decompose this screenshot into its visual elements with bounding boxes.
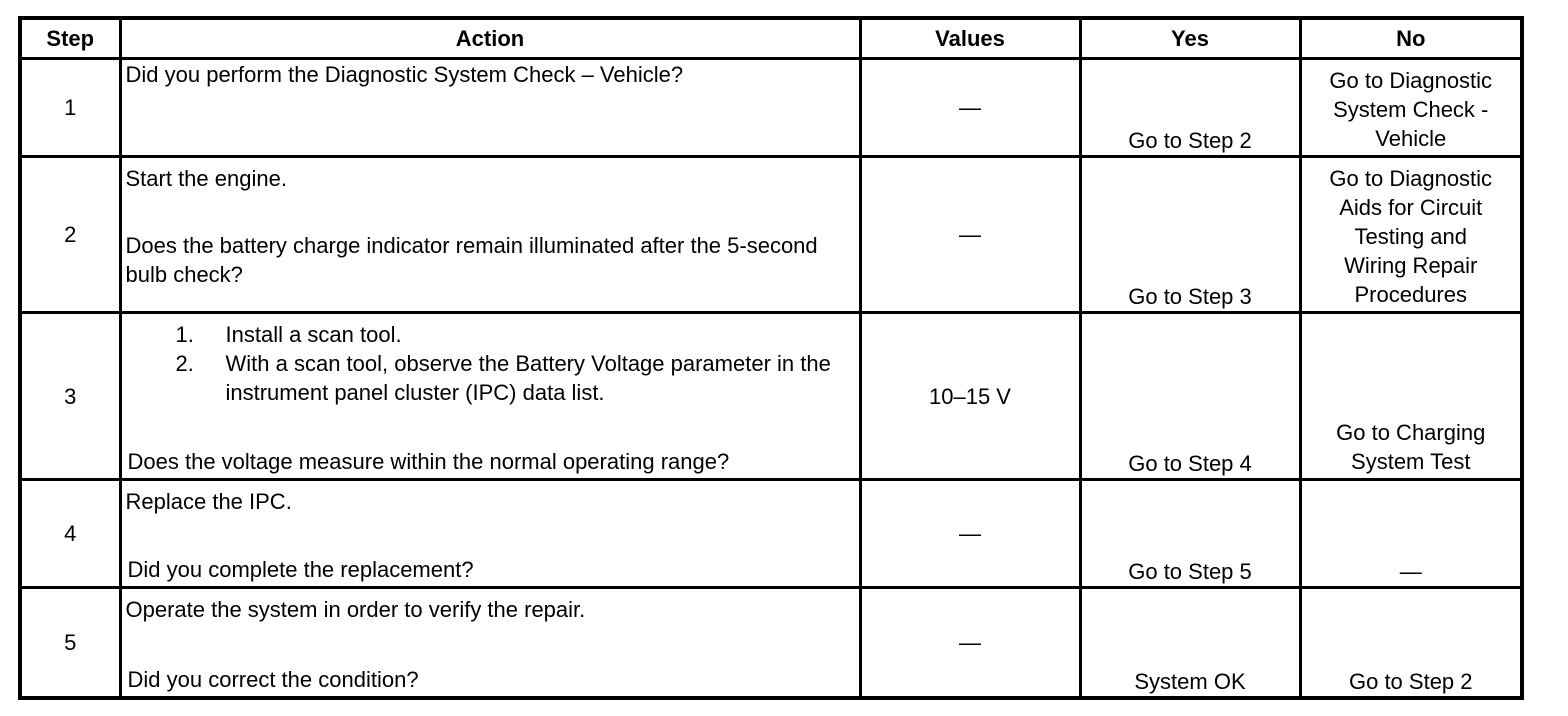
yes-cell: Go to Step 5	[1080, 479, 1300, 587]
no-cell: Go to Diagnostic Aids for Circuit Testing and Wiring Repair Procedures	[1300, 156, 1522, 312]
values-cell: —	[860, 156, 1080, 312]
yes-cell: Go to Step 4	[1080, 313, 1300, 479]
header-action: Action	[120, 18, 860, 58]
action-steps-list	[126, 320, 855, 407]
table-row	[20, 588, 1522, 698]
header-row	[20, 18, 1522, 58]
action-text: Operate the system in order to verify the repair.	[125, 597, 586, 623]
list-item-number: 2.	[175, 351, 194, 377]
table-row	[20, 479, 1522, 587]
action-question: Did you complete the replacement?	[127, 557, 474, 583]
values-cell: —	[860, 588, 1080, 698]
header-values: Values	[860, 18, 1080, 58]
table-row	[20, 156, 1522, 312]
step-number: 5	[20, 588, 120, 698]
action-question: Does the battery charge indicator remain illuminated after the 5-second bulb check?	[125, 232, 818, 287]
list-item-text: With a scan tool, observe the Battery Voltage parameter in the instrument panel cluster (IPC) data list.	[225, 351, 831, 406]
values-cell: 10–15 V	[860, 313, 1080, 479]
list-item-number: 1.	[175, 322, 194, 348]
header-yes: Yes	[1080, 18, 1300, 58]
step-number: 3	[20, 313, 120, 479]
action-text: Replace the IPC.	[125, 488, 292, 514]
step-number: 4	[20, 479, 120, 587]
list-item	[126, 320, 855, 349]
values-cell: —	[860, 479, 1080, 587]
no-cell: Go to Diagnostic System Check - Vehicle	[1300, 58, 1522, 156]
action-cell	[120, 313, 860, 479]
action-question: Did you correct the condition?	[127, 667, 419, 692]
action-text: Start the engine.	[125, 165, 287, 191]
no-cell: Go to Charging System Test	[1300, 313, 1522, 479]
yes-cell: System OK	[1080, 588, 1300, 698]
yes-cell: Go to Step 2	[1080, 58, 1300, 156]
step-number: 2	[20, 156, 120, 312]
action-cell	[120, 479, 860, 587]
step-number: 1	[20, 58, 120, 156]
action-text: Did you perform the Diagnostic System Check – Vehicle?	[125, 61, 684, 87]
no-cell: —	[1300, 479, 1522, 587]
table-row	[20, 58, 1522, 156]
action-cell	[120, 156, 860, 312]
header-step: Step	[20, 18, 120, 58]
list-item-text: Install a scan tool.	[225, 322, 402, 348]
yes-cell: Go to Step 3	[1080, 156, 1300, 312]
diagnostic-table	[18, 16, 1524, 700]
list-item	[126, 349, 855, 407]
values-cell: —	[860, 58, 1080, 156]
action-question: Does the voltage measure within the normal operating range?	[127, 448, 730, 474]
table-row	[20, 313, 1522, 479]
header-no: No	[1300, 18, 1522, 58]
action-cell	[120, 58, 860, 156]
no-cell: Go to Step 2	[1300, 588, 1522, 698]
action-cell	[120, 588, 860, 698]
